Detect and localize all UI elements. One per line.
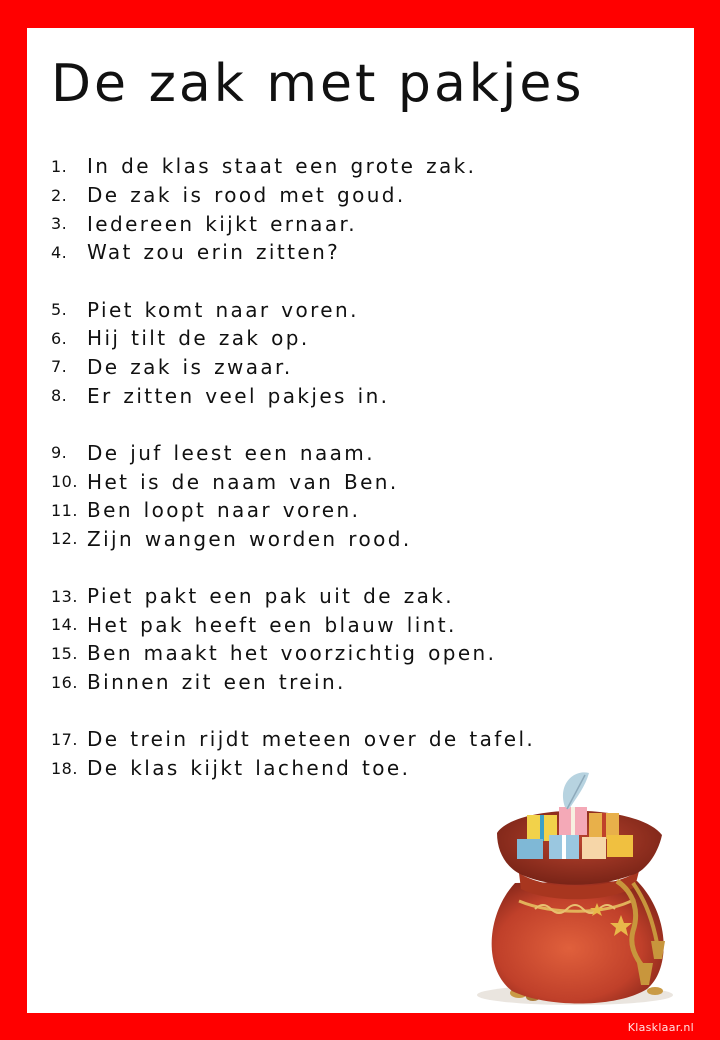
line-text: Ben maakt het voorzichtig open.	[87, 641, 497, 666]
story-line	[51, 353, 671, 382]
line-text: Piet komt naar voren.	[87, 297, 359, 322]
story-line	[51, 439, 671, 468]
story-line	[51, 238, 671, 267]
line-number: 15.	[51, 643, 78, 663]
story-line	[51, 324, 671, 353]
line-text: Piet pakt een pak uit de zak.	[87, 584, 455, 609]
line-text: De zak is rood met goud.	[87, 183, 406, 208]
line-number: 17.	[51, 729, 78, 749]
line-number: 18.	[51, 758, 78, 778]
line-text: De trein rijdt meteen over de tafel.	[87, 727, 536, 752]
line-text: Iedereen kijkt ernaar.	[87, 211, 358, 236]
line-number: 4.	[51, 242, 68, 262]
line-number: 3.	[51, 214, 68, 234]
story-line	[51, 295, 671, 324]
gift-sack-icon	[457, 763, 697, 1013]
line-text: In de klas staat een grote zak.	[87, 154, 477, 179]
story-lines	[51, 152, 671, 811]
line-number: 13.	[51, 586, 78, 606]
line-number: 8.	[51, 386, 68, 406]
line-number: 16.	[51, 672, 78, 692]
line-number: 7.	[51, 357, 68, 377]
line-text: De juf leest een naam.	[87, 440, 375, 465]
story-line	[51, 152, 671, 181]
worksheet	[27, 28, 694, 1013]
page-title: De zak met pakjes	[51, 54, 585, 114]
line-text: Wat zou erin zitten?	[87, 240, 341, 265]
paragraph-group	[51, 582, 671, 697]
line-number: 12.	[51, 529, 78, 549]
story-line	[51, 668, 671, 697]
paragraph-group	[51, 439, 671, 554]
line-text: Hij tilt de zak op.	[87, 326, 310, 351]
story-line	[51, 467, 671, 496]
line-text: De klas kijkt lachend toe.	[87, 756, 411, 781]
line-text: De zak is zwaar.	[87, 354, 293, 379]
line-text: Het pak heeft een blauw lint.	[87, 612, 457, 637]
story-line	[51, 610, 671, 639]
line-number: 6.	[51, 328, 68, 348]
story-line	[51, 496, 671, 525]
brand-label: Klasklaar.nl	[627, 1021, 694, 1034]
story-line	[51, 525, 671, 554]
paragraph-group	[51, 295, 671, 410]
line-text: Binnen zit een trein.	[87, 670, 346, 695]
paragraph-group	[51, 152, 671, 267]
line-number: 2.	[51, 185, 68, 205]
line-number: 10.	[51, 472, 78, 492]
story-line	[51, 725, 671, 754]
line-number: 11.	[51, 500, 78, 520]
line-text: Het is de naam van Ben.	[87, 469, 399, 494]
line-text: Er zitten veel pakjes in.	[87, 383, 390, 408]
line-number: 5.	[51, 300, 68, 320]
story-line	[51, 639, 671, 668]
line-number: 14.	[51, 615, 78, 635]
story-line	[51, 209, 671, 238]
line-number: 9.	[51, 443, 68, 463]
line-text: Ben loopt naar voren.	[87, 498, 361, 523]
line-text: Zijn wangen worden rood.	[87, 526, 412, 551]
story-line	[51, 181, 671, 210]
story-line	[51, 381, 671, 410]
story-line	[51, 582, 671, 611]
line-number: 1.	[51, 156, 68, 176]
